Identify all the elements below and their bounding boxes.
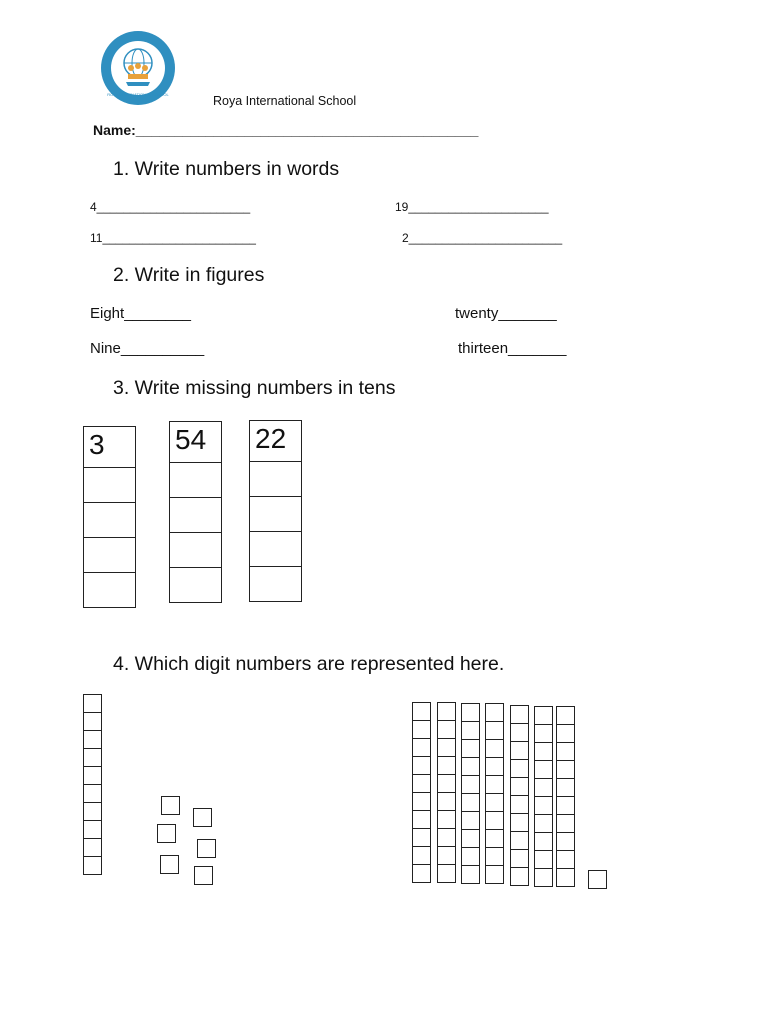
q2-item-twenty[interactable]: twenty_______ [455,305,557,322]
tens-rod-cube [534,868,553,887]
tens-rod-cube [485,811,504,830]
tens-start-box: 22 [249,420,302,462]
tens-blank-box[interactable] [169,462,222,498]
tens-rod-cube [510,849,529,868]
tens-rod-cube [485,757,504,776]
tens-rod-cube [556,760,575,779]
tens-rod-cube [83,730,102,749]
q2-item-thirteen[interactable]: thirteen_______ [458,340,567,357]
tens-rod-cube [534,760,553,779]
tens-rod-cube [461,703,480,722]
tens-rod-cube [412,864,431,883]
tens-rod-cube [461,775,480,794]
tens-rod-cube [461,793,480,812]
tens-rod-cube [534,850,553,869]
ones-cube [588,870,607,889]
tens-rod-cube [534,814,553,833]
tens-rod-cube [556,724,575,743]
tens-rod-cube [556,868,575,887]
q1-item-11[interactable]: 11_______________________ [90,231,256,245]
logo-text: ROYA INTERNATIONAL SCHOOL [107,92,169,97]
tens-rod-cube [83,856,102,875]
tens-rod-cube [534,724,553,743]
q1-item-19[interactable]: 19_____________________ [395,200,549,214]
tens-blank-box[interactable] [83,502,136,538]
ones-cube [161,796,180,815]
tens-rod-cube [485,739,504,758]
tens-rod-cube [485,775,504,794]
name-field[interactable] [93,122,478,138]
tens-rod-cube [437,774,456,793]
tens-blank-box[interactable] [169,532,222,568]
tens-rod-cube [437,864,456,883]
tens-rod-cube [83,784,102,803]
tens-blank-box[interactable] [249,531,302,567]
tens-blank-box[interactable] [169,567,222,603]
tens-rod-cube [556,742,575,761]
tens-rod-cube [461,847,480,866]
tens-rod-cube [485,865,504,884]
q2-title: 2. Write in figures [113,264,265,286]
tens-rod-cube [534,706,553,725]
school-name: Roya International School [213,94,357,108]
tens-rod-cube [83,802,102,821]
tens-blank-box[interactable] [169,497,222,533]
ones-cube [193,808,212,827]
tens-rod-cube [437,720,456,739]
q3-title: 3. Write missing numbers in tens [113,377,396,399]
tens-rod-cube [556,832,575,851]
tens-rod-cube [556,778,575,797]
tens-rod-cube [461,865,480,884]
tens-start-box: 54 [169,421,222,463]
tens-rod-cube [510,759,529,778]
tens-rod-cube [437,792,456,811]
tens-rod-cube [83,766,102,785]
tens-rod-cube [534,778,553,797]
tens-rod-cube [83,748,102,767]
tens-rod-cube [556,850,575,869]
tens-blank-box[interactable] [83,467,136,503]
ones-cube [194,866,213,885]
tens-rod-cube [510,813,529,832]
tens-blank-box[interactable] [249,566,302,602]
tens-rod-cube [534,796,553,815]
tens-rod-cube [437,756,456,775]
tens-rod-cube [534,832,553,851]
tens-blank-box[interactable] [249,496,302,532]
ones-cube [197,839,216,858]
school-logo [98,28,178,108]
tens-rod-cube [437,828,456,847]
q1-title: 1. Write numbers in words [113,158,340,180]
tens-rod-cube [510,795,529,814]
tens-blank-box[interactable] [83,572,136,608]
tens-rod-cube [461,721,480,740]
tens-rod-cube [510,777,529,796]
tens-rod-cube [461,829,480,848]
q1-item-4[interactable]: 4_______________________ [90,200,251,214]
tens-rod-cube [510,831,529,850]
tens-blank-box[interactable] [83,537,136,573]
name-label: Name: [93,122,136,138]
tens-rod-cube [461,811,480,830]
tens-rod-cube [556,796,575,815]
tens-rod-cube [510,705,529,724]
tens-rod-cube [437,846,456,865]
tens-rod-cube [485,847,504,866]
tens-rod-cube [461,739,480,758]
tens-rod-cube [510,741,529,760]
tens-rod-cube [412,774,431,793]
tens-rod-cube [556,814,575,833]
ones-cube [157,824,176,843]
tens-rod-cube [412,738,431,757]
tens-rod-cube [412,720,431,739]
tens-rod-cube [412,756,431,775]
tens-rod-cube [485,721,504,740]
q1-item-2[interactable]: 2_______________________ [402,231,563,245]
tens-rod-cube [510,867,529,886]
tens-rod-cube [510,723,529,742]
tens-rod-cube [485,829,504,848]
tens-rod-cube [83,694,102,713]
tens-rod-cube [83,820,102,839]
q4-title: 4. Which digit numbers are represented here. [113,653,505,675]
ones-cube [160,855,179,874]
tens-rod-cube [83,838,102,857]
tens-blank-box[interactable] [249,461,302,497]
tens-rod-cube [412,702,431,721]
tens-rod-cube [461,757,480,776]
tens-rod-cube [412,846,431,865]
tens-rod-cube [485,703,504,722]
tens-rod-cube [437,702,456,721]
tens-rod-cube [437,738,456,757]
tens-rod-cube [534,742,553,761]
q2-item-nine[interactable]: Nine__________ [90,340,205,357]
name-blank: ____________________________________________ [135,122,479,138]
q2-item-eight[interactable]: Eight________ [90,305,191,322]
tens-rod-cube [485,793,504,812]
tens-rod-cube [83,712,102,731]
tens-start-box: 3 [83,426,136,468]
tens-rod-cube [412,792,431,811]
tens-rod-cube [437,810,456,829]
tens-rod-cube [412,828,431,847]
tens-rod-cube [556,706,575,725]
tens-rod-cube [412,810,431,829]
